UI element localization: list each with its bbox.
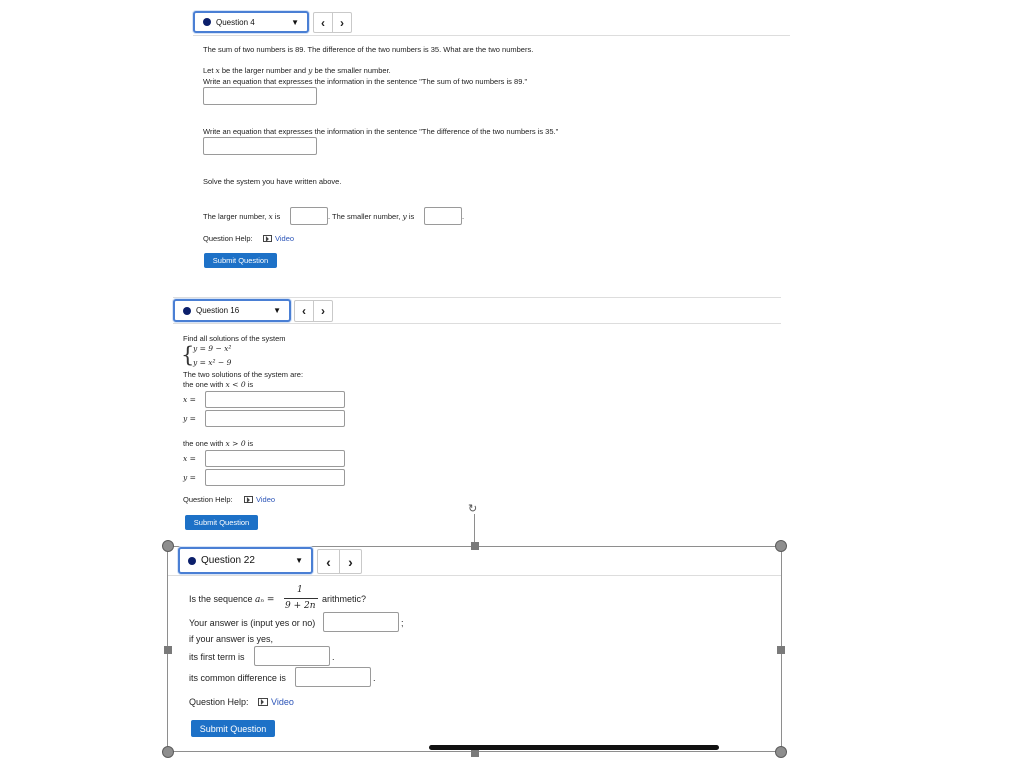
- q4-help-label: Question Help:: [203, 234, 253, 243]
- question-selector-q16[interactable]: [173, 299, 291, 322]
- q4-let-line: Let x be the larger number and y be the smaller number.: [203, 66, 391, 75]
- rotate-handle-icon[interactable]: ↻: [468, 503, 478, 515]
- question-nav-q16: [294, 300, 333, 322]
- resize-handle-left[interactable]: [164, 646, 172, 654]
- resize-handle-bottom-right[interactable]: [775, 746, 787, 758]
- status-dot-icon: [183, 307, 191, 315]
- chevron-down-icon: ▼: [291, 17, 299, 27]
- pos-y-input[interactable]: [205, 469, 345, 486]
- divider: [173, 323, 781, 324]
- q4-prompt: The sum of two numbers is 89. The difference of the two numbers is 35. What are the two numbers.: [203, 45, 534, 54]
- resize-handle-top-left[interactable]: [162, 540, 174, 552]
- q22-help-label: Question Help:: [189, 697, 249, 707]
- resize-handle-top-right[interactable]: [775, 540, 787, 552]
- y-label: y =: [183, 414, 196, 423]
- q22-first-term-label: its first term is: [189, 652, 245, 662]
- question-selector-q4[interactable]: [193, 11, 309, 33]
- q4-solve: Solve the system you have written above.: [203, 177, 342, 186]
- video-icon: [258, 698, 268, 706]
- divider: [173, 297, 781, 298]
- next-question-button[interactable]: ›: [339, 550, 361, 573]
- q22-video-link[interactable]: Video: [258, 697, 294, 707]
- prev-question-button[interactable]: ‹: [321, 15, 325, 30]
- divider: [193, 35, 790, 36]
- prev-question-button[interactable]: ‹: [326, 553, 331, 570]
- common-difference-input[interactable]: [295, 667, 371, 687]
- q4-write-sum: Write an equation that expresses the information in the sentence "The sum of two numbers is 89.": [203, 77, 528, 86]
- q16-video-link[interactable]: Video: [244, 495, 275, 504]
- neg-y-input[interactable]: [205, 410, 345, 427]
- smaller-number-input[interactable]: [424, 207, 465, 225]
- q4-larger-label: The larger number, x is: [203, 212, 281, 221]
- chevron-down-icon: ▼: [295, 556, 303, 565]
- chevron-down-icon: ▼: [273, 306, 281, 315]
- question-selector-label: Question 22: [201, 555, 255, 566]
- next-question-button[interactable]: ›: [332, 13, 351, 32]
- system-eq2: y = x² − 9: [193, 358, 232, 367]
- pos-x-input[interactable]: [205, 450, 345, 467]
- q16-two-solutions: The two solutions of the system are:: [183, 370, 304, 379]
- x-label: x =: [183, 454, 196, 463]
- question-selector-label: Question 4: [216, 17, 255, 27]
- q4-submit-button[interactable]: Submit Question: [204, 253, 277, 268]
- q16-submit-button[interactable]: Submit Question: [185, 515, 258, 530]
- larger-number-input[interactable]: [290, 207, 328, 225]
- home-indicator[interactable]: [429, 745, 719, 750]
- question-selector-q22[interactable]: [178, 547, 313, 574]
- fraction-bar: [284, 598, 318, 599]
- q4-write-diff: Write an equation that expresses the information in the sentence "The difference of the two numbers is 35.": [203, 127, 559, 136]
- neg-x-input[interactable]: [205, 391, 345, 408]
- q22-semicolon: ;: [401, 618, 404, 628]
- q16-pos-label: the one with x > 0 is: [183, 439, 254, 448]
- q4-video-link[interactable]: Video: [263, 234, 294, 243]
- next-question-button[interactable]: ›: [313, 301, 332, 321]
- system-brace: {: [181, 343, 195, 367]
- yes-no-input[interactable]: [323, 612, 399, 632]
- q4-smaller-label: . The smaller number, y is: [328, 212, 415, 221]
- q22-arithmetic: arithmetic?: [322, 594, 367, 604]
- resize-handle-bottom-left[interactable]: [162, 746, 174, 758]
- x-label: x =: [183, 395, 196, 404]
- q22-submit-button[interactable]: Submit Question: [191, 720, 275, 737]
- q22-answer-label: Your answer is (input yes or no): [189, 618, 316, 628]
- q16-help-label: Question Help:: [183, 495, 233, 504]
- q16-prompt: Find all solutions of the system: [183, 334, 286, 343]
- y-label: y =: [183, 473, 196, 482]
- fraction-numerator: 1: [297, 585, 303, 595]
- question-nav-q4: [313, 12, 352, 33]
- q16-neg-label: the one with x < 0 is: [183, 380, 254, 389]
- q22-if-yes: if your answer is yes,: [189, 634, 274, 644]
- video-icon: [263, 235, 272, 242]
- difference-equation-input[interactable]: [203, 137, 317, 155]
- status-dot-icon: [188, 557, 196, 565]
- fraction-denominator: 9 + 2n: [285, 601, 316, 611]
- q22-common-diff-label: its common difference is: [189, 673, 286, 683]
- q22-diff-period: .: [373, 673, 376, 683]
- system-eq1: y = 9 − x²: [193, 344, 232, 353]
- sum-equation-input[interactable]: [203, 87, 317, 105]
- question-selector-label: Question 16: [196, 306, 240, 315]
- q22-first-period: .: [332, 652, 335, 662]
- question-nav-q22: [317, 549, 362, 574]
- first-term-input[interactable]: [254, 646, 330, 666]
- status-dot-icon: [203, 18, 211, 26]
- video-icon: [244, 496, 253, 503]
- q4-period: .: [462, 212, 465, 221]
- resize-handle-top[interactable]: [471, 542, 479, 550]
- prev-question-button[interactable]: ‹: [302, 304, 306, 318]
- resize-handle-right[interactable]: [777, 646, 785, 654]
- divider: [168, 575, 781, 576]
- q22-is-sequence: Is the sequence aₙ =: [189, 594, 275, 605]
- resize-handle-bottom[interactable]: [471, 749, 479, 757]
